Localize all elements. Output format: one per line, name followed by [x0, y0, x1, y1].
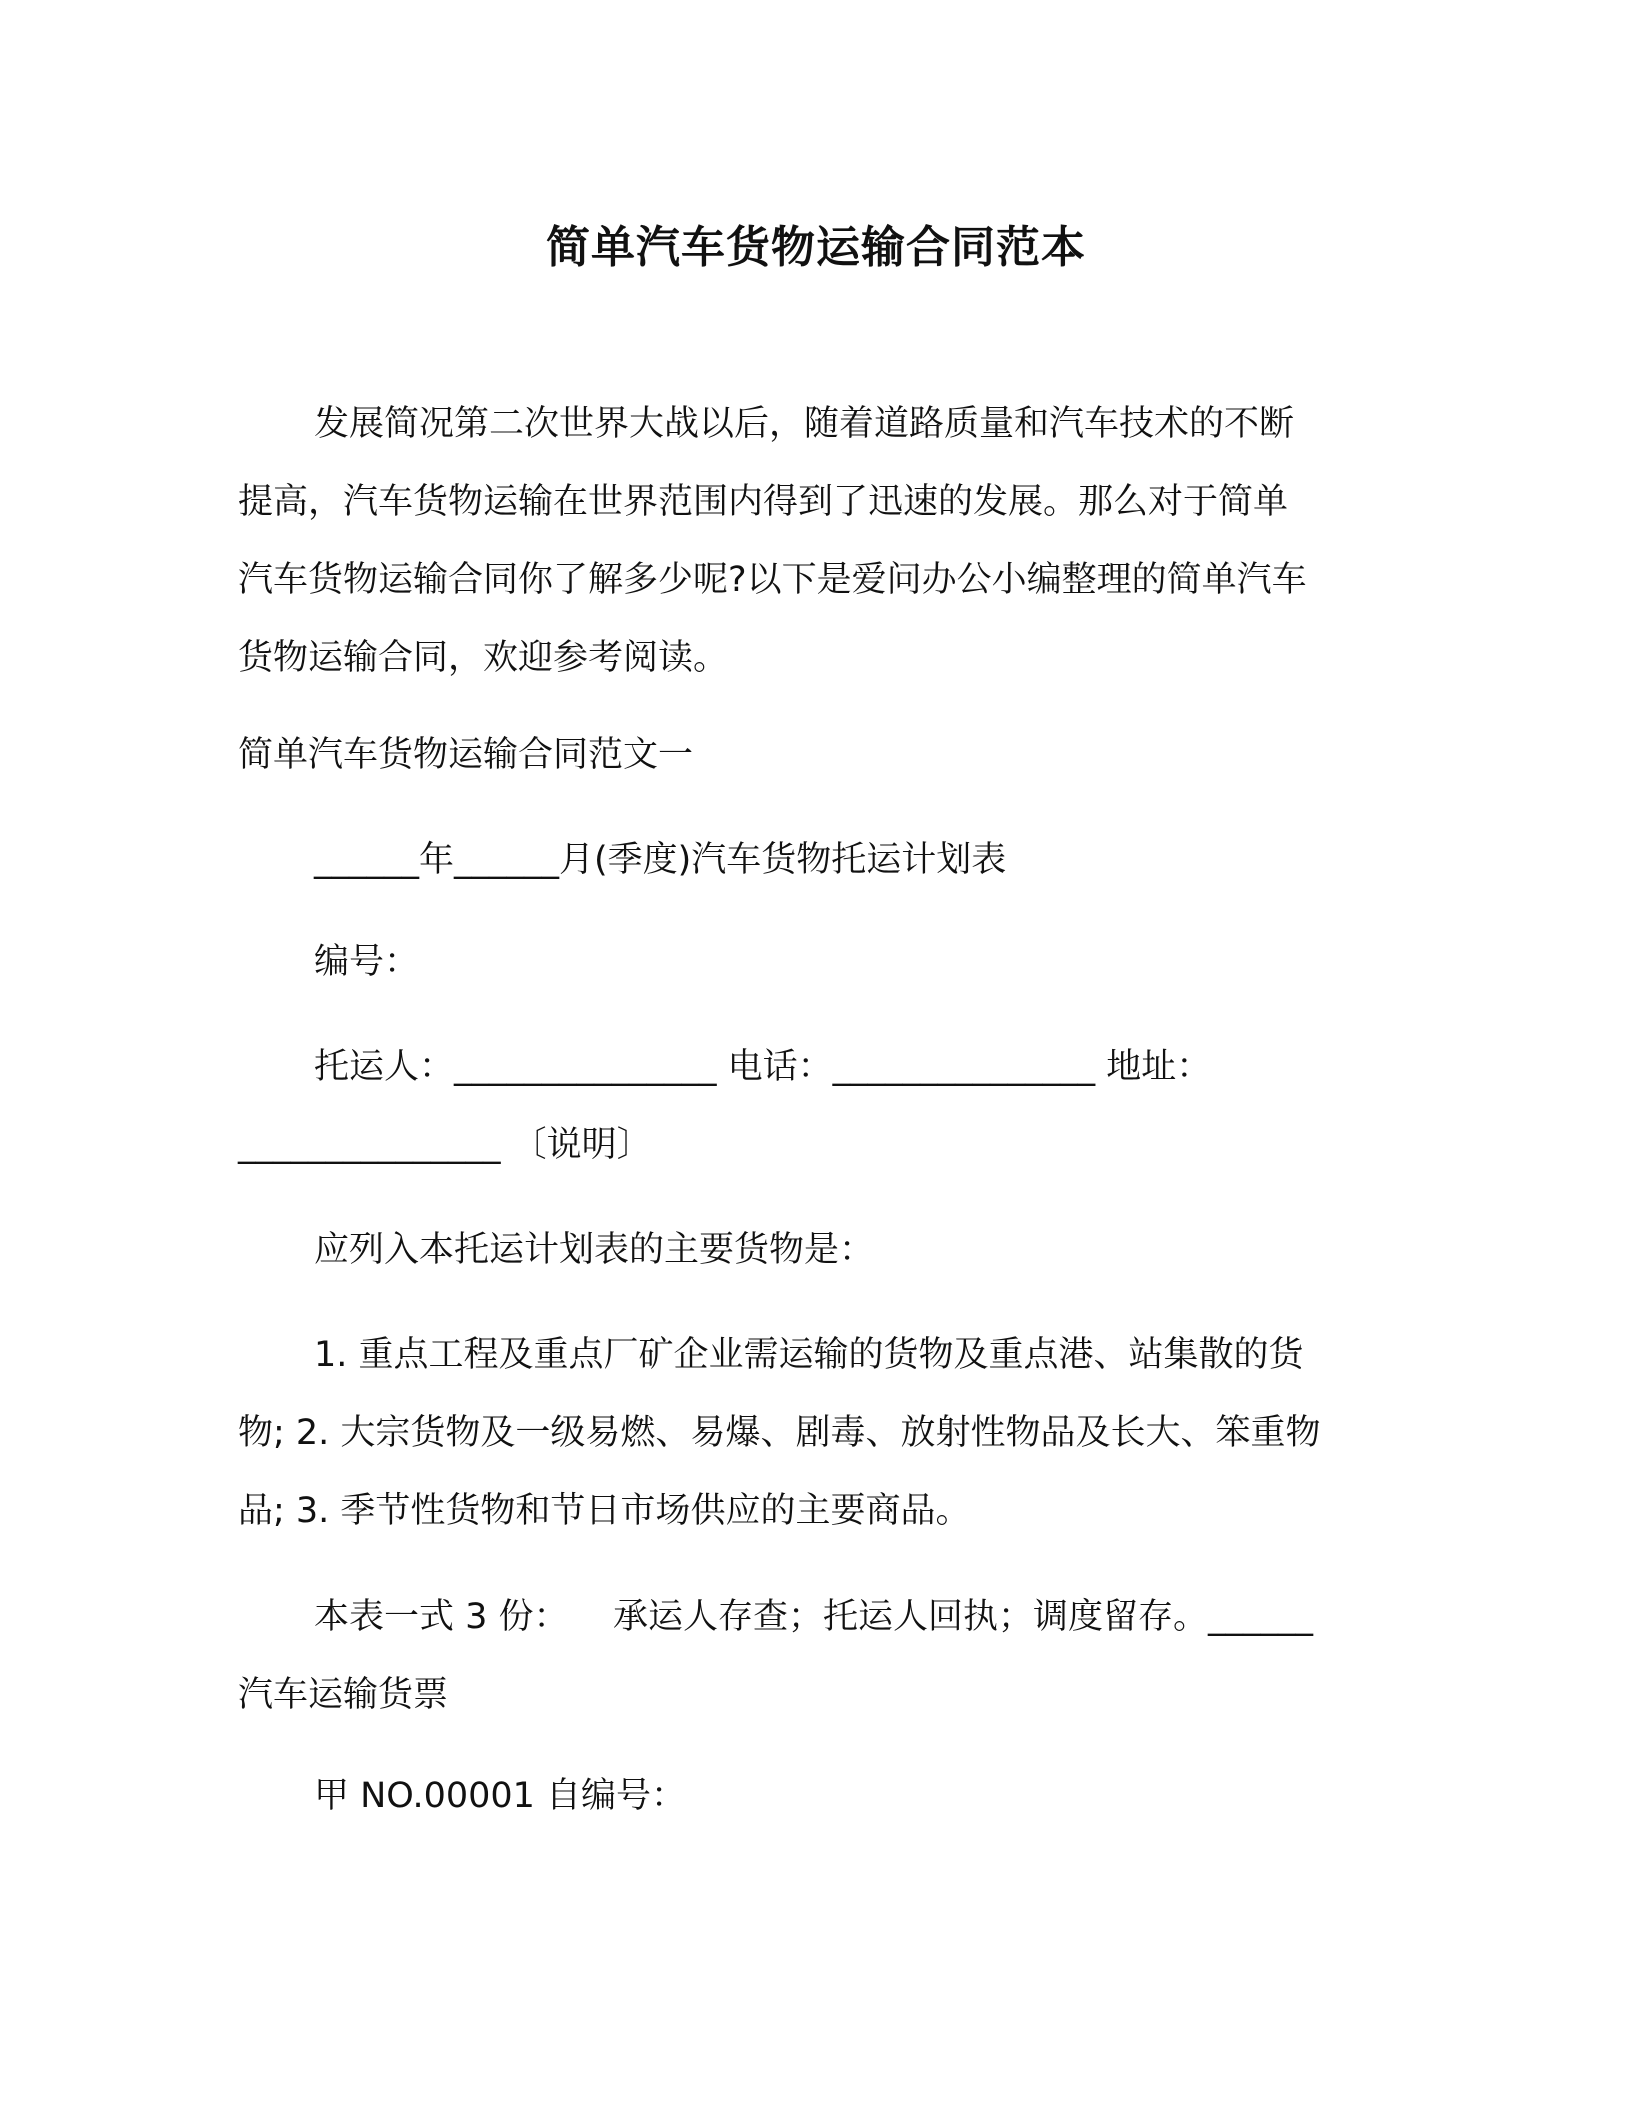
ticket-number: 甲 NO.00001 自编号：: [314, 1776, 687, 1816]
plan-table-title-block: [238, 821, 1388, 899]
goods-line: 品; 3. 季节性货物和节日市场供应的主要商品。: [238, 1491, 971, 1531]
serial-block: [238, 923, 1388, 1001]
goods-paragraph: [238, 1316, 1388, 1550]
copies-line: 汽车运输货票: [238, 1675, 449, 1715]
section-heading: 简单汽车货物运输合同范文一: [238, 735, 694, 775]
document-title: 简单汽车货物运输合同范本: [546, 222, 1086, 273]
ticket-number-block: [238, 1757, 1388, 1835]
copies-line: 本表一式 3 份： 承运人存查；托运人回执；调度留存。______: [314, 1597, 1314, 1637]
copies-paragraph: [238, 1578, 1388, 1734]
main-goods-block: [238, 1211, 1388, 1289]
goods-line: 物; 2. 大宗货物及一级易燃、易爆、剧毒、放射性物品及长大、笨重物: [238, 1413, 1321, 1453]
shipper-line: _______________ 〔说明〕: [238, 1125, 652, 1165]
intro-line: 货物运输合同，欢迎参考阅读。: [238, 638, 729, 678]
goods-line: 1. 重点工程及重点厂矿企业需运输的货物及重点港、站集散的货: [314, 1335, 1304, 1375]
serial-label: 编号：: [314, 942, 420, 982]
shipper-line: 托运人：_______________ 电话：_______________ 地址：: [314, 1047, 1212, 1087]
intro-line: 发展简况第二次世界大战以后，随着道路质量和汽车技术的不断: [314, 404, 1295, 444]
intro-line: 提高，汽车货物运输在世界范围内得到了迅速的发展。那么对于简单: [238, 482, 1289, 522]
intro-paragraph: [238, 385, 1388, 697]
shipper-paragraph: [238, 1028, 1388, 1184]
main-goods-label: 应列入本托运计划表的主要货物是：: [314, 1230, 875, 1270]
intro-line: 汽车货物运输合同你了解多少呢?以下是爱问办公小编整理的简单汽车: [238, 560, 1307, 600]
section-heading-block: [238, 716, 1388, 794]
plan-table-title: ______年______月(季度)汽车货物托运计划表: [314, 840, 1007, 880]
